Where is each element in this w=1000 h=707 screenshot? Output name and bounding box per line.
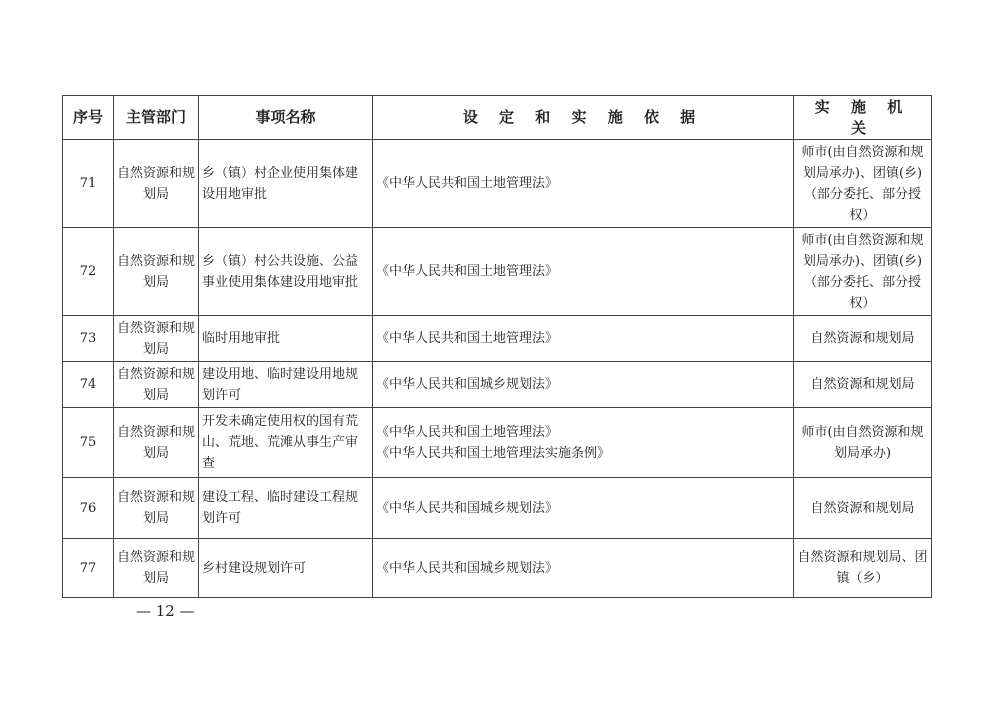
row-basis bbox=[373, 478, 794, 539]
row-item: 临时用地审批 bbox=[199, 316, 373, 362]
row-item: 乡（镇）村公共设施、公益事业使用集体建设用地审批 bbox=[199, 228, 373, 316]
basis-line: 《中华人民共和国土地管理法》 bbox=[376, 331, 559, 346]
items-table bbox=[62, 95, 932, 598]
page-number: — 12 — bbox=[136, 602, 195, 620]
table-header-row bbox=[63, 96, 932, 140]
table-row bbox=[63, 140, 932, 228]
row-org: 自然资源和规划局 bbox=[794, 362, 932, 408]
row-dept: 自然资源和规划局 bbox=[114, 228, 199, 316]
table-row bbox=[63, 228, 932, 316]
row-basis bbox=[373, 316, 794, 362]
table-row bbox=[63, 408, 932, 478]
table-row bbox=[63, 478, 932, 539]
row-org: 自然资源和规划局 bbox=[794, 316, 932, 362]
basis-line: 《中华人民共和国土地管理法》 bbox=[376, 264, 559, 279]
row-item: 开发未确定使用权的国有荒山、荒地、荒滩从事生产审查 bbox=[199, 408, 373, 478]
basis-line: 《中华人民共和国土地管理法》 bbox=[376, 176, 559, 191]
row-no: 72 bbox=[63, 228, 114, 316]
table-row bbox=[63, 362, 932, 408]
row-org: 师市(由自然资源和规划局承办)、团镇(乡)（部分委托、部分授权） bbox=[794, 140, 932, 228]
row-dept: 自然资源和规划局 bbox=[114, 316, 199, 362]
basis-line: 《中华人民共和国土地管理法实施条例》 bbox=[376, 445, 611, 461]
row-no: 77 bbox=[63, 539, 114, 598]
header-item: 事项名称 bbox=[199, 96, 373, 140]
basis-line: 《中华人民共和国城乡规划法》 bbox=[376, 500, 559, 516]
row-dept: 自然资源和规划局 bbox=[114, 539, 199, 598]
row-org: 自然资源和规划局 bbox=[794, 478, 932, 539]
row-item: 建设用地、临时建设用地规划许可 bbox=[199, 362, 373, 408]
row-no: 75 bbox=[63, 408, 114, 478]
row-org: 师市(由自然资源和规划局承办)、团镇(乡)（部分委托、部分授权） bbox=[794, 228, 932, 316]
row-item: 乡（镇）村企业使用集体建设用地审批 bbox=[199, 140, 373, 228]
header-org: 实 施 机 关 bbox=[794, 96, 932, 140]
row-dept: 自然资源和规划局 bbox=[114, 362, 199, 408]
row-basis bbox=[373, 539, 794, 598]
row-no: 74 bbox=[63, 362, 114, 408]
row-org: 师市(由自然资源和规划局承办) bbox=[794, 408, 932, 478]
row-no: 76 bbox=[63, 478, 114, 539]
row-item: 乡村建设规划许可 bbox=[199, 539, 373, 598]
row-basis bbox=[373, 228, 794, 316]
basis-line: 《中华人民共和国城乡规划法》 bbox=[376, 377, 559, 392]
header-dept: 主管部门 bbox=[114, 96, 199, 140]
row-org: 自然资源和规划局、团镇（乡） bbox=[794, 539, 932, 598]
header-basis: 设 定 和 实 施 依 据 bbox=[373, 96, 794, 140]
row-basis bbox=[373, 408, 794, 478]
row-dept: 自然资源和规划局 bbox=[114, 140, 199, 228]
table-row bbox=[63, 539, 932, 598]
row-basis bbox=[373, 362, 794, 408]
row-no: 71 bbox=[63, 140, 114, 228]
basis-line: 《中华人民共和国城乡规划法》 bbox=[376, 560, 559, 576]
row-dept: 自然资源和规划局 bbox=[114, 478, 199, 539]
row-item: 建设工程、临时建设工程规划许可 bbox=[199, 478, 373, 539]
header-no: 序号 bbox=[63, 96, 114, 140]
row-no: 73 bbox=[63, 316, 114, 362]
table-row bbox=[63, 316, 932, 362]
row-basis bbox=[373, 140, 794, 228]
basis-line: 《中华人民共和国土地管理法》 bbox=[376, 424, 559, 440]
row-dept: 自然资源和规划局 bbox=[114, 408, 199, 478]
